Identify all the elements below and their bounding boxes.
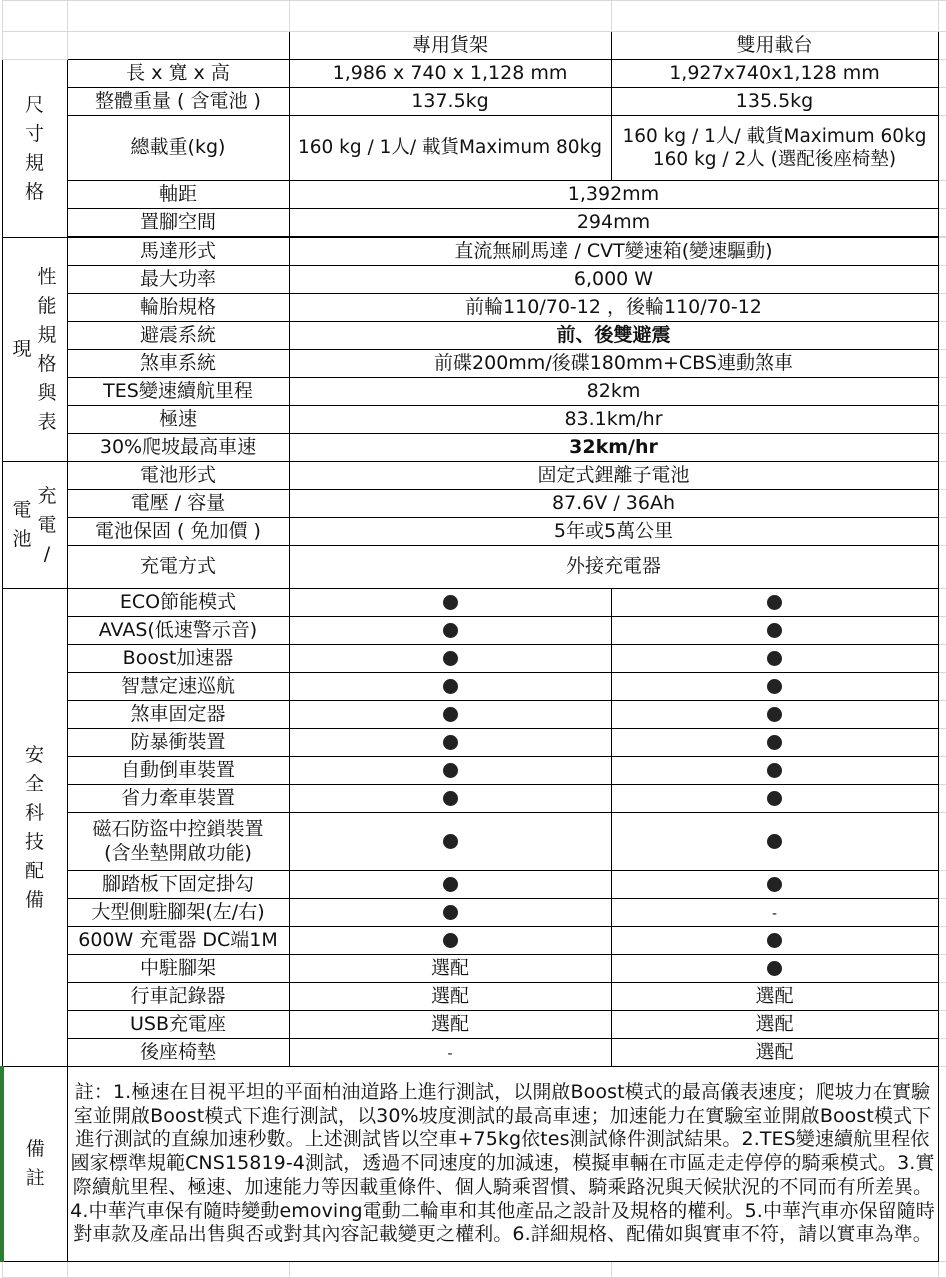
blank-cell [2,1,67,32]
row-label: 中駐腳架 [67,955,289,983]
blank-cell [938,1067,946,1262]
section-char: 表 [37,410,57,433]
filled-dot-icon [767,961,782,976]
section-char: 池 [12,528,32,550]
row-label: 電池保固 ( 免加價 ) [67,518,289,546]
row-label: 電壓 / 容量 [67,490,289,518]
blank-cell [938,462,946,490]
feature-col2 [611,1039,938,1067]
row-label: 智慧定速巡航 [67,673,289,701]
feature-col2 [611,729,938,757]
blank-cell [938,32,946,60]
filled-dot-icon [767,735,782,750]
blank-cell [611,1262,938,1278]
row-value-merged: 前輪110/70-12 ，後輪110/70-12 [289,294,938,322]
filled-dot-icon [443,623,458,638]
blank-cell [289,1,611,32]
section-performance [2,238,67,462]
section-char: 註 [25,1167,45,1189]
row-label: 行車記錄器 [67,983,289,1011]
section-char: 規 [37,323,57,346]
filled-dot-icon [443,679,458,694]
section-char: 能 [37,294,57,317]
row-label: 600W 充電器 DC端1M [67,927,289,955]
filled-dot-icon [767,651,782,666]
row-value-merged: 前、後雙避震 [289,322,938,350]
row-value-merged: 1,392mm [289,181,938,209]
feature-col2 [611,871,938,899]
blank-cell [938,927,946,955]
feature-col2 [611,701,938,729]
filled-dot-icon [443,905,458,920]
filled-dot-icon [443,651,458,666]
row-label: USB充電座 [67,1011,289,1039]
row-label: 極速 [67,406,289,434]
blank-cell [938,589,946,617]
blank-cell [938,899,946,927]
row-value-col1: 1,986 x 740 x 1,128 mm [289,60,611,88]
row-value-merged: 外接充電器 [289,546,938,589]
row-label: 自動倒車裝置 [67,757,289,785]
section-battery [2,462,67,589]
row-label: 充電方式 [67,546,289,589]
row-value-col1: 160 kg / 1人/ 載貨Maximum 80kg [289,116,611,181]
feature-col2 [611,673,938,701]
row-label: 軸距 [67,181,289,209]
blank-cell [2,32,67,60]
row-label: 省力牽車裝置 [67,785,289,813]
row-label: 整體重量 ( 含電池 ) [67,88,289,116]
blank-cell [938,322,946,350]
filled-dot-icon [767,763,782,778]
row-label: 30%爬坡最高車速 [67,434,289,462]
blank-cell [938,518,946,546]
row-value-merged: 82km [289,378,938,406]
notes-text: 註：1.極速在目視平坦的平面柏油道路上進行測試，以開啟Boost模式的最高儀表速度；爬坡力在實驗室並開啟Boost模式下進行測試，以30%坡度測試的最高車速；加速能力在實驗室並開啟Boost模式下進行測試的直線加速秒數。上述測試皆以空車+75kg依tes測試條件測試結果。2.TES變速續航里程依國家標準規範CNS15819-4測試，透過不同速度的加減速，模擬車輛在市區走走停停的騎乘模式。3.實際續航里程、極速、加速能力等因載重條件、個人騎乘習慣、騎乘路況與天候狀況的不同而有所差異。4.中華汽車保有隨時變動emoving電動二輪車和其他產品之設計及規格的權利。5.中華汽車亦保留隨時對車款及產品出售與否或對其內容記載變更之權利。6.詳細規格、配備如與實車不符，請以實車為準。 [67,1067,938,1262]
row-label: TES變速續航里程 [67,378,289,406]
feature-col2 [611,955,938,983]
feature-col1 [289,785,611,813]
row-value-col2: 135.5kg [611,88,938,116]
section-char: 備 [25,1138,45,1160]
blank-cell [938,1039,946,1067]
section-char: 寸 [24,122,44,145]
row-value-merged: 5年或5萬公里 [289,518,938,546]
filled-dot-icon [443,791,458,806]
blank-cell [611,1,938,32]
section-char: 性 [37,265,57,288]
section-char: 現 [12,338,32,360]
feature-col2 [611,785,938,813]
blank-cell [938,60,946,88]
blank-cell [938,116,946,181]
feature-col1 [289,813,611,871]
blank-cell [938,1011,946,1039]
blank-cell [67,1262,289,1278]
row-label: 最大功率 [67,266,289,294]
feature-value: 選配 [430,984,469,1007]
filled-dot-icon [767,877,782,892]
blank-cell [938,645,946,673]
blank-cell [938,350,946,378]
section-char: 科 [24,801,44,824]
feature-value: - [447,1045,453,1062]
row-label: 電池形式 [67,462,289,490]
row-value-col2: 1,927x740x1,128 mm [611,60,938,88]
blank-cell [938,378,946,406]
filled-dot-icon [443,763,458,778]
feature-col1 [289,871,611,899]
section-char: 電 [12,499,32,521]
feature-col1 [289,729,611,757]
blank-cell [2,1262,67,1278]
row-value-merged: 294mm [289,209,938,237]
row-label: 避震系統 [67,322,289,350]
blank-cell [938,785,946,813]
row-value-merged: 前碟200mm/後碟180mm+CBS連動煞車 [289,350,938,378]
blank-cell [938,266,946,294]
header-col2: 雙用載台 [611,32,938,60]
row-label: AVAS(低速警示音) [67,617,289,645]
row-value-merged: 32km/hr [289,434,938,462]
filled-dot-icon [443,933,458,948]
row-label-line: 磁石防盜中控鎖裝置 [92,817,264,840]
blank-cell [938,238,946,266]
blank-cell [938,983,946,1011]
blank-cell [938,757,946,785]
feature-col2 [611,1011,938,1039]
blank-cell [938,88,946,116]
blank-cell [289,1262,611,1278]
blank-cell [938,617,946,645]
feature-col1 [289,589,611,617]
feature-col2 [611,617,938,645]
feature-value: - [771,905,778,922]
blank-cell [938,294,946,322]
feature-col1 [289,673,611,701]
row-label: 大型側駐腳架(左/右) [67,899,289,927]
blank-cell [938,1262,946,1278]
row-value-merged: 直流無刷馬達 / CVT變速箱(變速驅動) [289,238,938,266]
section-char: 格 [37,352,57,375]
blank-cell [938,1,946,32]
feature-col2 [611,899,938,927]
filled-dot-icon [443,595,458,610]
header-empty-cell [67,32,289,60]
row-label: 防暴衝裝置 [67,729,289,757]
blank-cell [938,729,946,757]
blank-cell [938,701,946,729]
blank-cell [938,955,946,983]
section-char: 規 [24,151,44,174]
filled-dot-icon [443,877,458,892]
feature-col2 [611,927,938,955]
filled-dot-icon [443,834,458,849]
feature-col2 [611,757,938,785]
section-char: 格 [24,180,44,203]
feature-col1 [289,1011,611,1039]
row-label: 總載重(kg) [67,116,289,181]
feature-col1 [289,757,611,785]
feature-col1 [289,899,611,927]
filled-dot-icon [767,791,782,806]
feature-value: 選配 [430,1012,469,1035]
row-label-line: (含坐墊開啟功能) [104,841,252,864]
feature-value: 選配 [755,984,794,1007]
feature-value: 選配 [430,956,469,979]
section-char: 安 [24,743,44,766]
blank-cell [938,181,946,209]
feature-col1 [289,645,611,673]
filled-dot-icon [767,595,782,610]
section-char: 電 [37,513,57,536]
section-char: 與 [37,381,57,404]
row-value-merged: 6,000 W [289,266,938,294]
section-char: 技 [24,830,44,853]
filled-dot-icon [767,679,782,694]
row-label: 馬達形式 [67,238,289,266]
feature-col2 [611,589,938,617]
row-value-col1: 137.5kg [289,88,611,116]
section-dimension [2,60,67,238]
row-value-col2 [611,116,938,181]
filled-dot-icon [443,735,458,750]
feature-col2 [611,983,938,1011]
feature-col1 [289,983,611,1011]
row-label: 輪胎規格 [67,294,289,322]
filled-dot-icon [767,834,782,849]
feature-col1 [289,701,611,729]
row-value-line: 160 kg / 1人/ 載貨Maximum 60kg [622,125,927,147]
row-label: 置腳空間 [67,209,289,237]
blank-cell [938,546,946,589]
row-label: 後座椅墊 [67,1039,289,1067]
row-value-merged: 87.6V / 36Ah [289,490,938,518]
row-label: 煞車固定器 [67,701,289,729]
feature-col2 [611,813,938,871]
row-value-merged: 83.1km/hr [289,406,938,434]
section-notes [2,1067,67,1262]
row-label: ECO節能模式 [67,589,289,617]
feature-col1 [289,617,611,645]
row-value-merged: 固定式鋰離子電池 [289,462,938,490]
feature-value: 選配 [755,1040,794,1063]
row-value-line: 160 kg / 2人 (選配後座椅墊) [652,149,897,170]
feature-col1 [289,1039,611,1067]
feature-col2 [611,645,938,673]
feature-value: 選配 [755,1012,794,1035]
blank-cell [938,813,946,871]
blank-cell [938,434,946,462]
row-label: 長 x 寬 x 高 [67,60,289,88]
blank-cell [67,1,289,32]
filled-dot-icon [767,933,782,948]
filled-dot-icon [767,623,782,638]
feature-col1 [289,927,611,955]
blank-cell [938,406,946,434]
feature-col1 [289,955,611,983]
filled-dot-icon [443,707,458,722]
row-label [67,813,289,871]
section-char: 充 [37,484,57,507]
blank-cell [938,490,946,518]
section-char: 全 [24,772,44,795]
row-label: 腳踏板下固定掛勾 [67,871,289,899]
section-char: 尺 [24,93,44,116]
section-char: / [43,542,51,565]
filled-dot-icon [767,707,782,722]
section-safety [2,589,67,1067]
section-char: 配 [24,859,44,882]
blank-cell [938,673,946,701]
blank-cell [938,209,946,237]
row-label: 煞車系統 [67,350,289,378]
blank-cell [938,871,946,899]
row-label: Boost加速器 [67,645,289,673]
header-col1: 專用貨架 [289,32,611,60]
section-char: 備 [24,888,44,911]
